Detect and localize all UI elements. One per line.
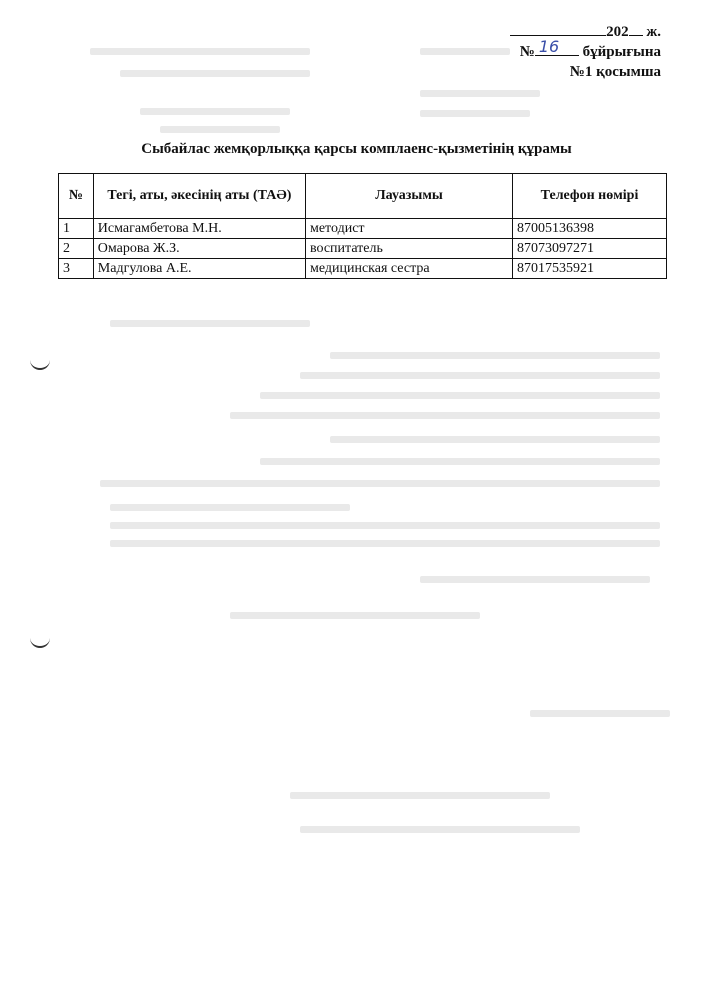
row-name: Мадгулова А.Е. — [93, 259, 305, 279]
row-phone: 87073097271 — [513, 239, 667, 259]
appendix-label: №1 қосымша — [569, 64, 661, 80]
hole-punch-mark — [30, 358, 50, 370]
header-num: № — [59, 174, 94, 219]
date-year: 202 — [606, 24, 629, 40]
header-phone: Телефон нөмірі — [513, 174, 667, 219]
table-row — [59, 239, 667, 259]
row-phone: 87017535921 — [513, 259, 667, 279]
header-name: Тегі, аты, әкесінің аты (ТАӘ) — [93, 174, 305, 219]
date-line — [510, 22, 661, 42]
order-word: бұйрығына — [582, 44, 661, 60]
order-number-blank — [535, 37, 579, 56]
order-number: 16 — [538, 37, 560, 56]
row-position: воспитатель — [305, 239, 512, 259]
date-word: ж. — [646, 24, 661, 40]
order-line — [510, 37, 661, 62]
row-num: 3 — [59, 259, 94, 279]
year-blank — [629, 22, 643, 36]
table-row — [59, 219, 667, 239]
order-reference — [510, 22, 661, 82]
row-num: 1 — [59, 219, 94, 239]
row-position: методист — [305, 219, 512, 239]
row-position: медицинская сестра — [305, 259, 512, 279]
table-row — [59, 259, 667, 279]
order-prefix: № — [519, 44, 535, 60]
row-name: Омарова Ж.З. — [93, 239, 305, 259]
hole-punch-mark — [30, 636, 50, 648]
compliance-roster-table — [58, 173, 667, 279]
table-header-row — [59, 174, 667, 219]
row-name: Исмагамбетова М.Н. — [93, 219, 305, 239]
header-position: Лауазымы — [305, 174, 512, 219]
date-blank — [510, 22, 606, 36]
row-phone: 87005136398 — [513, 219, 667, 239]
row-num: 2 — [59, 239, 94, 259]
document-title: Сыбайлас жемқорлыққа қарсы комплаенс-қызметінің құрамы — [141, 141, 572, 157]
